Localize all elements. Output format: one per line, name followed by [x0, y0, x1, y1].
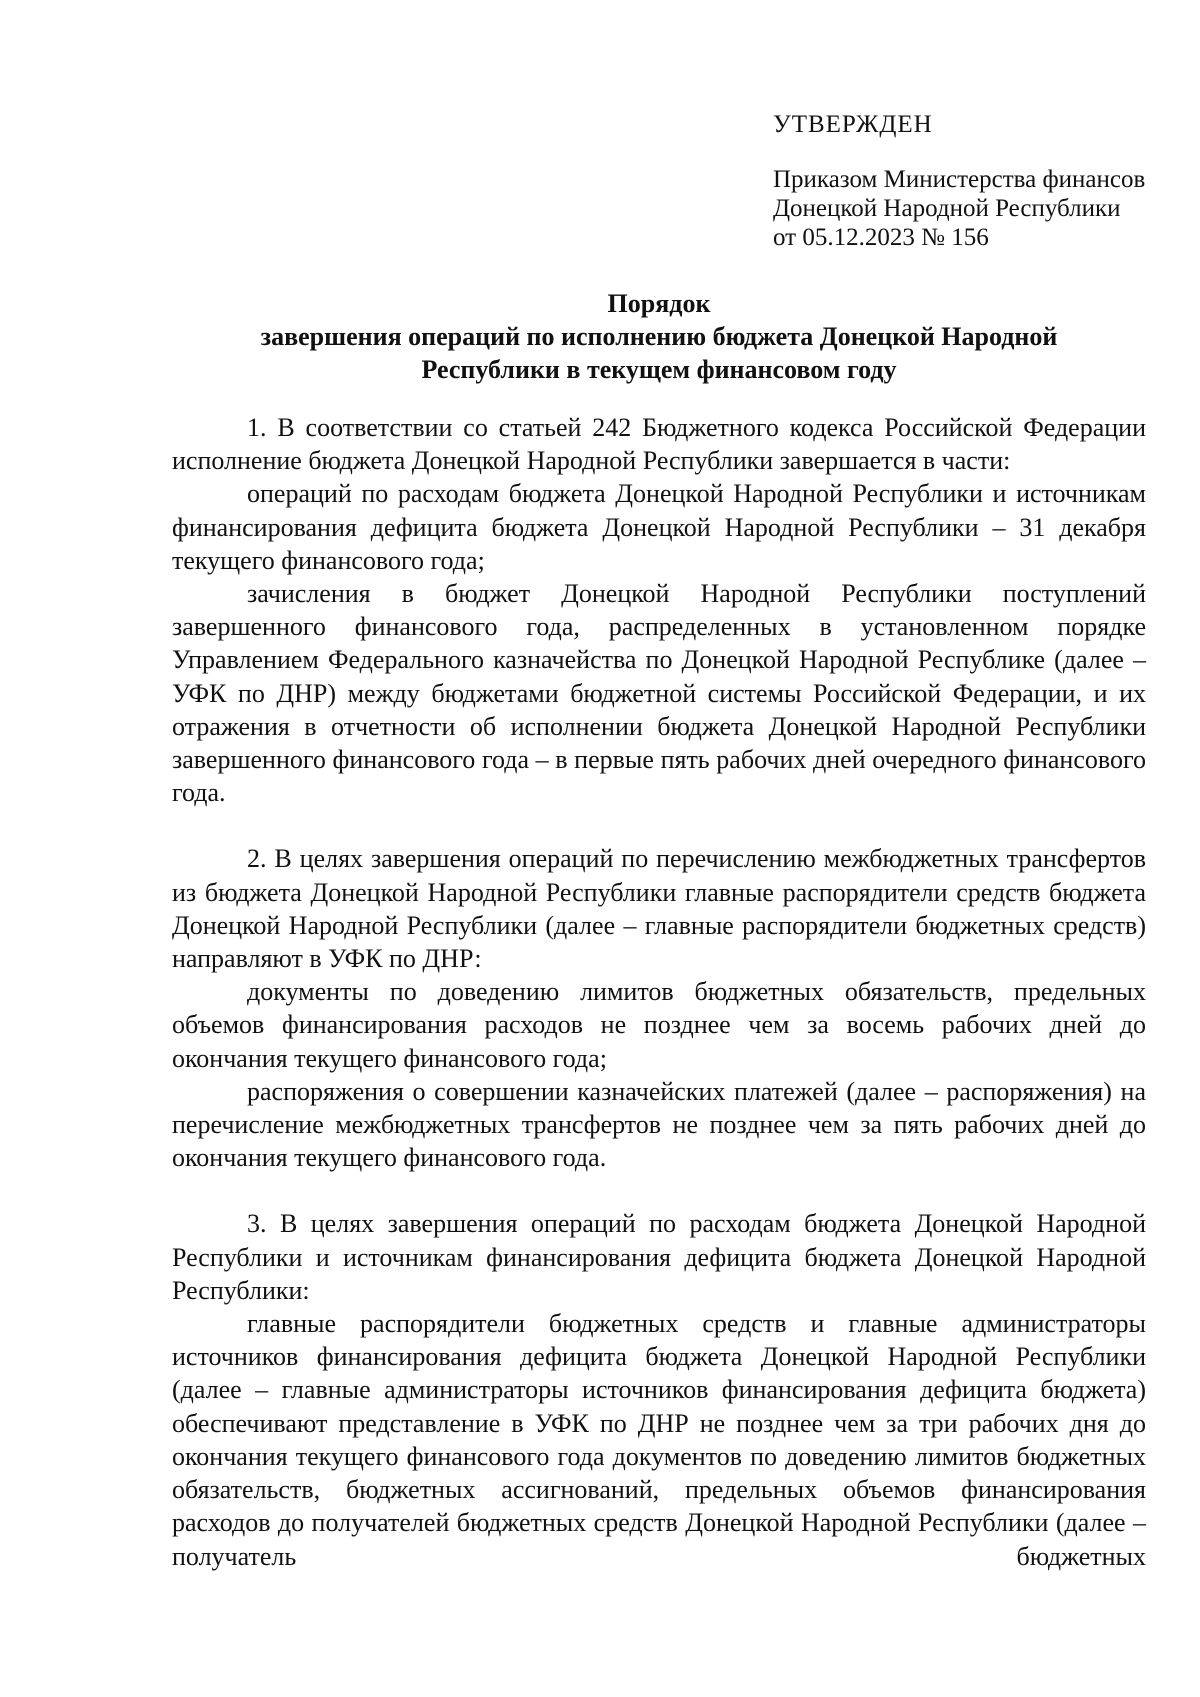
- paragraph-3: 3. В целях завершения операций по расходам бюджета Донецкой Народной Республики и источникам финансирования дефицита бюджета Донецкой Народной Республики:: [172, 1209, 1146, 1305]
- document-title: [172, 287, 1146, 386]
- paragraph-2-limits: документы по доведению лимитов бюджетных обязательств, предельных объемов финансирования расходов не позднее чем за восемь рабочих дней до окончания текущего финансового года;: [172, 977, 1146, 1073]
- approval-stamp-text: УТВЕРЖДЕН: [773, 111, 933, 138]
- paragraph-2: 2. В целях завершения операций по перечислению межбюджетных трансфертов из бюджета Донецкой Народной Республики главные распорядители средств бюджета Донецкой Народной Республики (далее – главные распорядители бюджетных средств) направляют в УФК по ДНР:: [172, 844, 1146, 974]
- order-line-republic: Донецкой Народной Республики: [773, 195, 1121, 222]
- document-body: [172, 411, 1146, 1573]
- title-line-3: Республики в текущем финансовом году: [421, 355, 897, 384]
- paragraph-2-orders: распоряжения о совершении казначейских платежей (далее – распоряжения) на перечисление межбюджетных трансфертов не позднее чем за пять рабочих дней до окончания текущего финансового года.: [172, 1076, 1146, 1173]
- title-line-2: завершения операций по исполнению бюджета Донецкой Народной: [260, 322, 1058, 351]
- paragraph-1-expenses: операций по расходам бюджета Донецкой Народной Республики и источникам финансирования дефицита бюджета Донецкой Народной Республики – 31 декабря текущего финансового года;: [172, 479, 1146, 575]
- title-line-1: Порядок: [607, 289, 711, 318]
- order-line-date-number: от 05.12.2023 № 156: [773, 224, 989, 251]
- paragraph-3-administrators: главные распорядители бюджетных средств и главные администраторы источников финансирования дефицита бюджета Донецкой Народной Республики (далее – главные администраторы источников финансирования дефицита бюджета) обеспечивают представление в УФК по ДНР не позднее чем за три рабочих дня до окончания текущего финансового года документов по доведению лимитов бюджетных обязательств, бюджетных ассигнований, предельных объемов финансирования расходов до получателей бюджетных средств Донецкой Народной Республики (далее – получатель бюджетных: [172, 1309, 1146, 1571]
- approval-block: [773, 110, 1173, 252]
- paragraph-1-revenue: зачисления в бюджет Донецкой Народной Республики поступлений завершенного финансового года, распределенных в установленном порядке Управлением Федерального казначейства по Донецкой Народной Республике (далее – УФК по ДНР) между бюджетами бюджетной системы Российской Федерации, и их отражения в отчетности об исполнении бюджета Донецкой Народной Республики завершенного финансового года – в первые пять рабочих дней очередного финансового года.: [172, 579, 1146, 808]
- order-line-ministry: Приказом Министерства финансов: [773, 166, 1146, 193]
- paragraph-1: 1. В соответствии со статьей 242 Бюджетного кодекса Российской Федерации исполнение бюджета Донецкой Народной Республики завершается в части:: [172, 413, 1146, 476]
